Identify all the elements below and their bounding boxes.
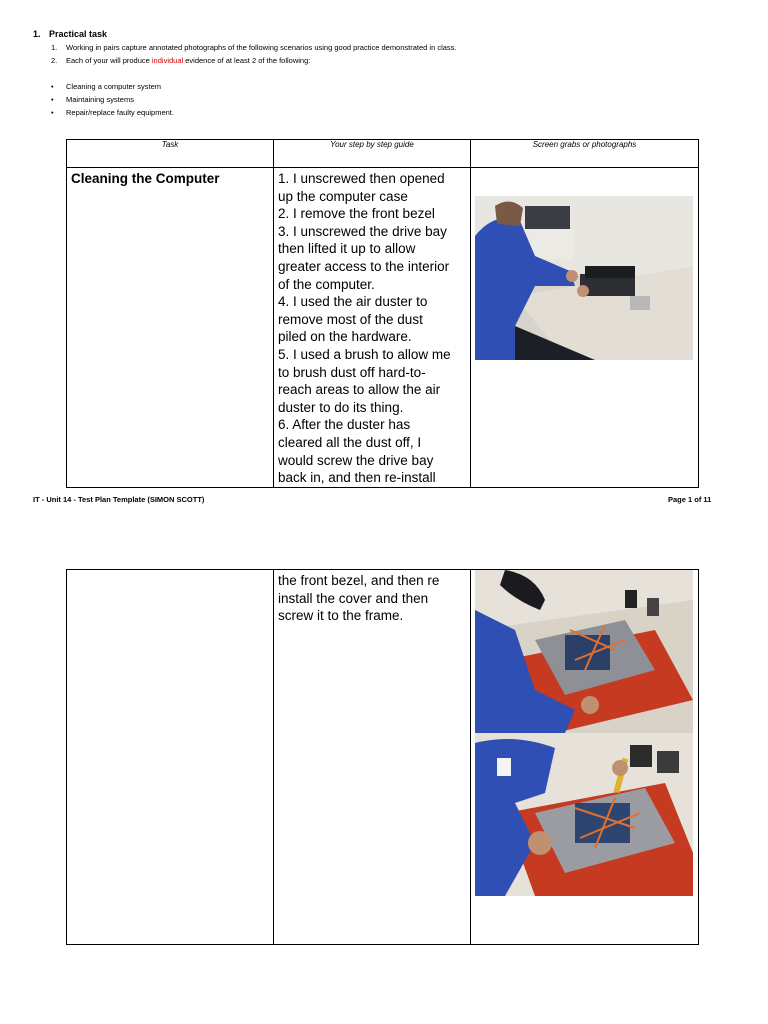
photo-person-opening-case	[475, 196, 693, 360]
step-line: 5. I used a brush to allow me	[278, 346, 451, 362]
step-line: screw it to the frame.	[278, 608, 404, 624]
step-line: piled on the hardware.	[278, 329, 412, 345]
header-steps: Your step by step guide	[274, 140, 471, 168]
steps-cell	[274, 570, 471, 945]
step-line: the front bezel, and then re	[278, 573, 440, 588]
list-item: • Repair/replace faulty equipment.	[51, 108, 174, 117]
steps-cell	[274, 168, 471, 488]
highlight-word: individual	[151, 56, 184, 65]
section-heading	[33, 29, 107, 39]
instruction-text: Working in pairs capture annotated photographs of the following scenarios using good practice demonstrated in class.	[66, 43, 457, 52]
step-line: then lifted it up to allow	[278, 241, 416, 257]
step-line: up the computer case	[278, 188, 408, 204]
task-cell-empty	[67, 570, 274, 945]
step-line: 1. I unscrewed then opened	[278, 171, 445, 186]
step-line: 2. I remove the front bezel	[278, 206, 435, 222]
step-line: remove most of the dust	[278, 311, 423, 327]
step-line: duster to do its thing.	[278, 399, 404, 415]
bullet-icon: •	[51, 108, 54, 117]
photo-brush-cleaning	[475, 733, 693, 896]
task-name: Cleaning the Computer	[67, 168, 274, 488]
list-item: • Maintaining systems	[51, 95, 134, 104]
step-line: greater access to the interior	[278, 258, 450, 274]
photo-cell	[471, 570, 699, 945]
footer-page-number: Page 1 of 11	[668, 495, 712, 504]
photo-air-duster-cleaning	[475, 570, 693, 733]
bullet-list	[51, 80, 174, 119]
header-task: Task	[67, 140, 274, 168]
step-line: back in, and then re-install	[278, 470, 436, 486]
step-line: reach areas to allow the air	[278, 382, 441, 398]
instruction-item: 2. Each of your will produce individual evidence of at least 2 of the following:	[51, 56, 311, 65]
step-line: 3. I unscrewed the drive bay	[278, 223, 447, 239]
test-plan-table-continued	[66, 569, 699, 945]
bullet-icon: •	[51, 82, 54, 91]
footer-left: IT - Unit 14 - Test Plan Template (SIMON SCOTT)	[33, 495, 205, 504]
section-number: 1.	[33, 29, 41, 39]
instruction-item: 1. Working in pairs capture annotated photographs of the following scenarios using good practice demonstrated in class.	[51, 43, 457, 52]
step-line: to brush dust off hard-to-	[278, 364, 426, 380]
step-line: 6. After the duster has	[278, 417, 411, 433]
header-photos: Screen grabs or photographs	[471, 140, 699, 168]
step-line: would screw the drive bay	[278, 452, 434, 468]
step-line: install the cover and then	[278, 590, 429, 606]
photo-cell	[471, 168, 699, 488]
step-line: cleared all the dust off, I	[278, 434, 422, 450]
bullet-icon: •	[51, 95, 54, 104]
step-line: of the computer.	[278, 276, 375, 292]
section-title: Practical task	[49, 29, 108, 39]
test-plan-table	[66, 139, 699, 488]
list-item: • Cleaning a computer system	[51, 82, 162, 91]
step-line: 4. I used the air duster to	[278, 294, 428, 310]
